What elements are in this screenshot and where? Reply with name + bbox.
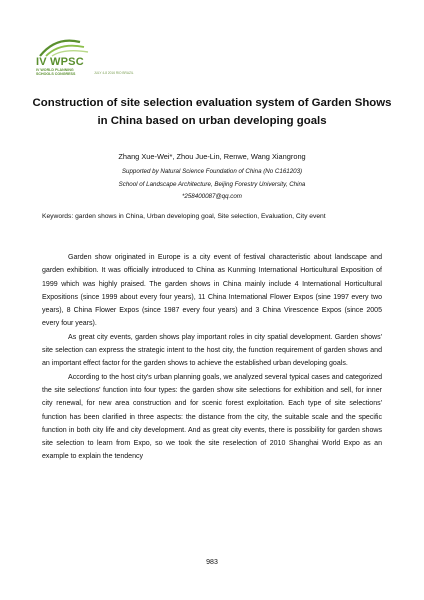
logo-brand: IV WPSC <box>36 56 84 68</box>
paragraph: According to the host city's urban planning goals, we analyzed several typical cases and categorized the site selections' function into four types: the garden show site selections for exhibition and sell, for inner city renewal, for new area construction and for scenic forest exploitation. Each type of site selections' function has been clarified in three aspects: the distance from the city, the suitable scale and the specific function in both city life and city development. And as great city events, there is possibility for garden shows site selection to learn from Expo, so we took the site reselection of 2010 Shanghai World Expo as an example to explain the tendency <box>42 373 382 461</box>
body-text <box>42 251 382 464</box>
page-number: 983 <box>206 559 218 566</box>
funding-note: Supported by Natural Science Foundation of China (No C161203) <box>121 168 303 175</box>
affiliation: School of Landscape Architecture, Beijing Forestry University, China <box>118 181 306 188</box>
logo-tagline: JULY 4-8 2016 RIO BRAZIL <box>94 71 134 75</box>
keywords: Keywords: garden shows in China, Urban developing goal, Site selection, Evaluation, City event <box>42 213 326 220</box>
paragraph: Garden show originated in Europe is a city event of festival characteristic about landscape and garden exhibition. It was officially introduced to China as Kunming International Horticultural Exposition of 1999 which was highly praised. The garden shows in China mainly include 4 International Horticultural Expositions (since 1999 about every four years), 11 China International Flower Expos (sine 1997 every two years), 8 China Flower Expos (since 1987 every four years) and 3 China Virescence Expos (since 2005 every four years). <box>42 254 382 328</box>
conference-logo <box>36 34 156 78</box>
logo-subtitle: IV WORLD PLANNING SCHOOLS CONGRESS <box>36 68 76 76</box>
logo-arcs-icon <box>36 34 96 58</box>
paper-title: Construction of site selection evaluation system of Garden Shows in China based on urban developing goals <box>32 97 392 127</box>
contact-email: *258400087@qq.com <box>182 193 242 200</box>
authors: Zhang Xue-Wei*, Zhou Jue-Lin, Renwe, Wang Xiangrong <box>118 152 306 161</box>
paragraph: As great city events, garden shows play important roles in city spatial development. Garden shows' site selection can express the strategic intent to the host city, the function requirement of garden shows and an important effect factor for the garden shows to achieve the established urban developing goals. <box>42 333 382 368</box>
